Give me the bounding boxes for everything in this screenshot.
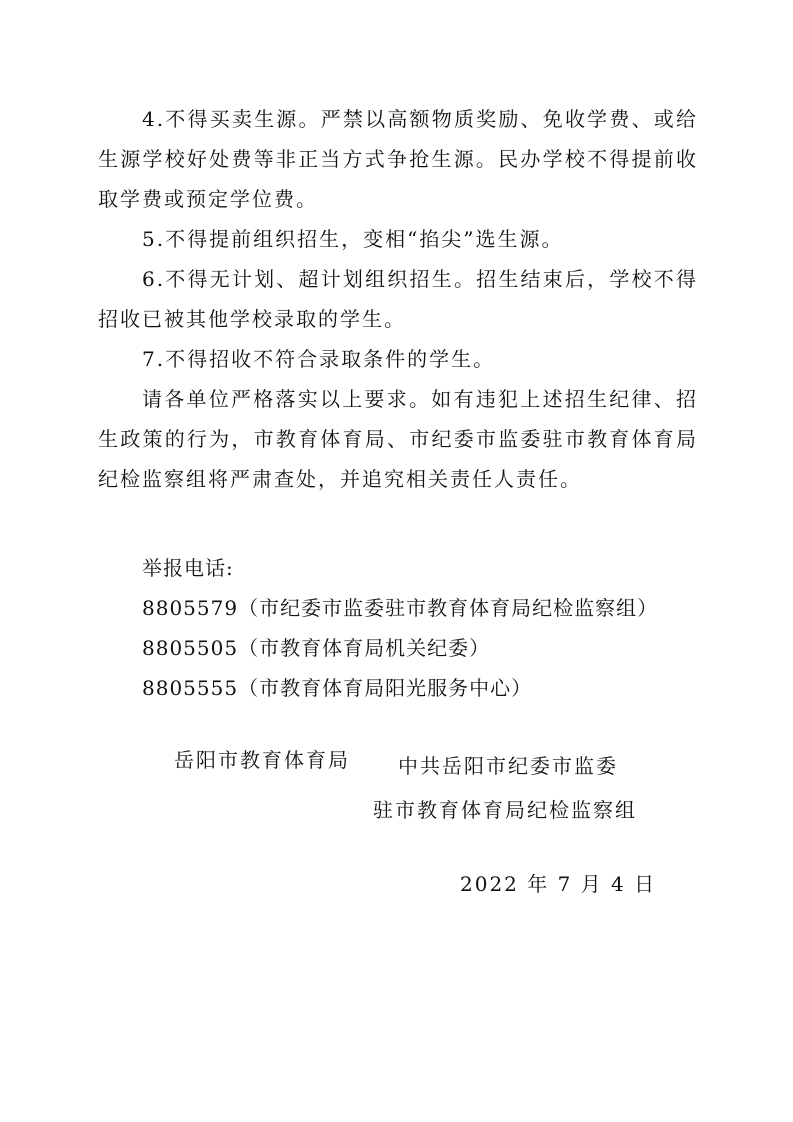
report-phone-line: 8805579（市纪委市监委驻市教育体育局纪检监察组） bbox=[142, 596, 659, 620]
signature-right-line2: 驻市教育体育局纪检监察组 bbox=[373, 798, 637, 822]
report-phone-line: 8805555（市教育体育局阳光服务中心） bbox=[142, 676, 533, 700]
document-date: 2022 年 7 月 4 日 bbox=[460, 872, 657, 896]
signature-right-line1: 中共岳阳市纪委市监委 bbox=[398, 754, 618, 778]
paragraph-requirement: 请各单位严格落实以上要求。如有违犯上述招生纪律、招生政策的行为，市教育体育局、市纪委市监委驻市教育体育局纪检监察组将严肃查处，并追究相关责任人责任。 bbox=[98, 387, 698, 491]
report-heading: 举报电话: bbox=[142, 556, 234, 580]
body-text bbox=[98, 99, 698, 499]
signature-left: 岳阳市教育体育局 bbox=[174, 748, 350, 772]
paragraph-rule-5: 5.不得提前组织招生，变相“掐尖”选生源。 bbox=[142, 227, 564, 251]
paragraph-rule-6: 6.不得无计划、超计划组织招生。招生结束后，学校不得招收已被其他学校录取的学生。 bbox=[98, 267, 698, 331]
report-phone-section bbox=[142, 548, 658, 708]
signature-right bbox=[373, 744, 637, 832]
paragraph-rule-7: 7.不得招收不符合录取条件的学生。 bbox=[142, 347, 496, 371]
paragraph-rule-4: 4.不得买卖生源。严禁以高额物质奖励、免收学费、或给生源学校好处费等非正当方式争抢生源。民办学校不得提前收取学费或预定学位费。 bbox=[98, 107, 698, 211]
report-phone-line: 8805505（市教育体育局机关纪委） bbox=[142, 636, 491, 660]
